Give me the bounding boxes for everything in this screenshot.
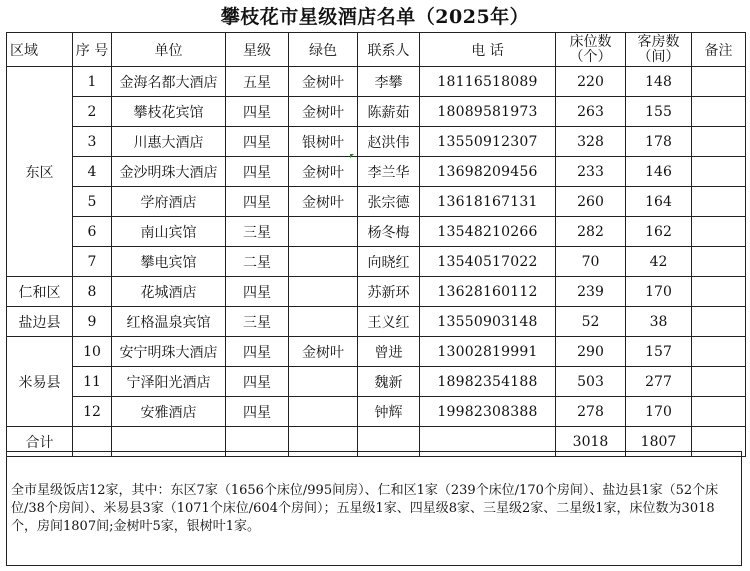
bed-count: 263 — [556, 97, 626, 127]
phone-number: 13550903148 — [420, 307, 556, 337]
row-number: 5 — [73, 187, 112, 217]
table-row — [7, 247, 746, 277]
bed-count: 233 — [556, 157, 626, 187]
header-phone: 电 话 — [420, 33, 556, 67]
row-number: 11 — [73, 367, 112, 397]
phone-number: 13002819991 — [420, 337, 556, 367]
contact-name: 张宗德 — [358, 187, 420, 217]
remark-cell — [692, 67, 746, 97]
total-rooms: 1807 — [626, 427, 692, 457]
row-number: 1 — [73, 67, 112, 97]
hotel-name: 花城酒店 — [112, 277, 226, 307]
cell-comment-marker — [350, 154, 354, 158]
green-rating: 金树叶 — [289, 187, 358, 217]
row-number: 7 — [73, 247, 112, 277]
bed-count: 503 — [556, 367, 626, 397]
remark-cell — [692, 247, 746, 277]
contact-name: 王义红 — [358, 307, 420, 337]
phone-number: 13618167131 — [420, 187, 556, 217]
room-count: 146 — [626, 157, 692, 187]
hotel-name: 金海名都大酒店 — [112, 67, 226, 97]
table-row — [7, 67, 746, 97]
total-label: 合计 — [7, 427, 73, 457]
header-contact: 联系人 — [358, 33, 420, 67]
hotel-name: 攀电宾馆 — [112, 247, 226, 277]
room-count: 178 — [626, 127, 692, 157]
row-number: 8 — [73, 277, 112, 307]
summary-text: 全市星级饭店12家，其中：东区7家（1656个床位/995间房）、仁和区1家（239个床位/170个房间）、盐边县1家（52个床位/38个房间）、米易县3家（1071个床位/604个房间）；五星级1家、四星级8家、三星级2家、二星级1家，床位数为3018 个，房间1807间;金树叶5家，银树叶1家。 — [11, 483, 719, 534]
hotel-name: 安宁明珠大酒店 — [112, 337, 226, 367]
header-unit: 单位 — [112, 33, 226, 67]
phone-number: 13548210266 — [420, 217, 556, 247]
contact-name: 李攀 — [358, 67, 420, 97]
contact-name: 陈薪茹 — [358, 97, 420, 127]
bed-count: 70 — [556, 247, 626, 277]
area-cell: 米易县 — [7, 337, 73, 427]
row-number: 12 — [73, 397, 112, 427]
table-row — [7, 97, 746, 127]
bed-count: 328 — [556, 127, 626, 157]
room-count: 148 — [626, 67, 692, 97]
table-row — [7, 397, 746, 427]
table-row — [7, 307, 746, 337]
remark-cell — [692, 307, 746, 337]
room-count: 162 — [626, 217, 692, 247]
phone-number: 18982354188 — [420, 367, 556, 397]
header-rooms-line2: （间） — [637, 48, 680, 65]
hotel-name: 川惠大酒店 — [112, 127, 226, 157]
row-number: 10 — [73, 337, 112, 367]
bed-count: 278 — [556, 397, 626, 427]
room-count: 42 — [626, 247, 692, 277]
remark-cell — [692, 367, 746, 397]
header-green: 绿色 — [289, 33, 358, 67]
remark-cell — [692, 157, 746, 187]
green-rating: 金树叶 — [289, 157, 358, 187]
hotel-name: 南山宾馆 — [112, 217, 226, 247]
room-count: 164 — [626, 187, 692, 217]
row-number: 6 — [73, 217, 112, 247]
star-rating: 四星 — [226, 187, 289, 217]
table-row — [7, 337, 746, 367]
area-cell: 东区 — [7, 67, 73, 277]
phone-number: 13698209456 — [420, 157, 556, 187]
star-rating: 四星 — [226, 397, 289, 427]
room-count: 157 — [626, 337, 692, 367]
header-beds-line2: （个） — [569, 48, 612, 65]
table-row — [7, 367, 746, 397]
row-number: 3 — [73, 127, 112, 157]
star-rating: 三星 — [226, 307, 289, 337]
star-rating: 四星 — [226, 367, 289, 397]
contact-name: 杨冬梅 — [358, 217, 420, 247]
remark-cell — [692, 187, 746, 217]
remark-cell — [692, 277, 746, 307]
table-row — [7, 277, 746, 307]
phone-number: 13550912307 — [420, 127, 556, 157]
green-rating: 金树叶 — [289, 67, 358, 97]
bed-count: 282 — [556, 217, 626, 247]
bed-count: 52 — [556, 307, 626, 337]
row-number: 4 — [73, 157, 112, 187]
hotel-name: 宁泽阳光酒店 — [112, 367, 226, 397]
bed-count: 260 — [556, 187, 626, 217]
remark-cell — [692, 337, 746, 367]
hotel-name: 金沙明珠大酒店 — [112, 157, 226, 187]
star-rating: 四星 — [226, 277, 289, 307]
remark-cell — [692, 97, 746, 127]
star-rating: 四星 — [226, 127, 289, 157]
green-rating — [289, 247, 358, 277]
area-cell: 盐边县 — [7, 307, 73, 337]
bed-count: 220 — [556, 67, 626, 97]
header-rooms — [626, 33, 692, 67]
header-beds-line1: 床位数 — [569, 33, 612, 50]
bed-count: 239 — [556, 277, 626, 307]
star-rating: 三星 — [226, 217, 289, 247]
room-count: 277 — [626, 367, 692, 397]
remark-cell — [692, 397, 746, 427]
contact-name: 曾进 — [358, 337, 420, 367]
header-no: 序 号 — [73, 33, 112, 67]
room-count: 170 — [626, 397, 692, 427]
table-row — [7, 187, 746, 217]
header-star: 星级 — [226, 33, 289, 67]
bed-count: 290 — [556, 337, 626, 367]
contact-name: 李兰华 — [358, 157, 420, 187]
header-rooms-line1: 客房数 — [637, 33, 680, 50]
green-rating — [289, 307, 358, 337]
room-count: 38 — [626, 307, 692, 337]
summary-box — [6, 451, 742, 566]
area-cell: 仁和区 — [7, 277, 73, 307]
contact-name: 向晓红 — [358, 247, 420, 277]
phone-number: 18089581973 — [420, 97, 556, 127]
remark-cell — [692, 217, 746, 247]
star-rating: 五星 — [226, 67, 289, 97]
star-rating: 四星 — [226, 97, 289, 127]
contact-name: 魏新 — [358, 367, 420, 397]
phone-number: 19982308388 — [420, 397, 556, 427]
green-rating — [289, 397, 358, 427]
row-number: 2 — [73, 97, 112, 127]
hotel-name: 红格温泉宾馆 — [112, 307, 226, 337]
phone-number: 18116518089 — [420, 67, 556, 97]
row-number: 9 — [73, 307, 112, 337]
header-row — [7, 33, 746, 67]
hotel-table — [6, 32, 746, 457]
contact-name: 苏新环 — [358, 277, 420, 307]
green-rating — [289, 277, 358, 307]
contact-name: 钟辉 — [358, 397, 420, 427]
green-rating: 金树叶 — [289, 97, 358, 127]
hotel-name: 学府酒店 — [112, 187, 226, 217]
document-title: 攀枝花市星级酒店名单（2025年） — [220, 6, 530, 28]
header-beds — [556, 33, 626, 67]
green-rating — [289, 367, 358, 397]
hotel-name: 安雅酒店 — [112, 397, 226, 427]
table-row — [7, 217, 746, 247]
contact-name: 赵洪伟 — [358, 127, 420, 157]
star-rating: 四星 — [226, 337, 289, 367]
table-row — [7, 157, 746, 187]
phone-number: 13540517022 — [420, 247, 556, 277]
room-count: 170 — [626, 277, 692, 307]
table-row — [7, 127, 746, 157]
green-rating: 金树叶 — [289, 337, 358, 367]
phone-number: 13628160112 — [420, 277, 556, 307]
star-rating: 二星 — [226, 247, 289, 277]
room-count: 155 — [626, 97, 692, 127]
green-rating: 银树叶 — [289, 127, 358, 157]
hotel-name: 攀枝花宾馆 — [112, 97, 226, 127]
remark-cell — [692, 127, 746, 157]
star-rating: 四星 — [226, 157, 289, 187]
total-beds: 3018 — [556, 427, 626, 457]
header-remark: 备注 — [692, 33, 746, 67]
green-rating — [289, 217, 358, 247]
header-area: 区域 — [7, 33, 73, 67]
